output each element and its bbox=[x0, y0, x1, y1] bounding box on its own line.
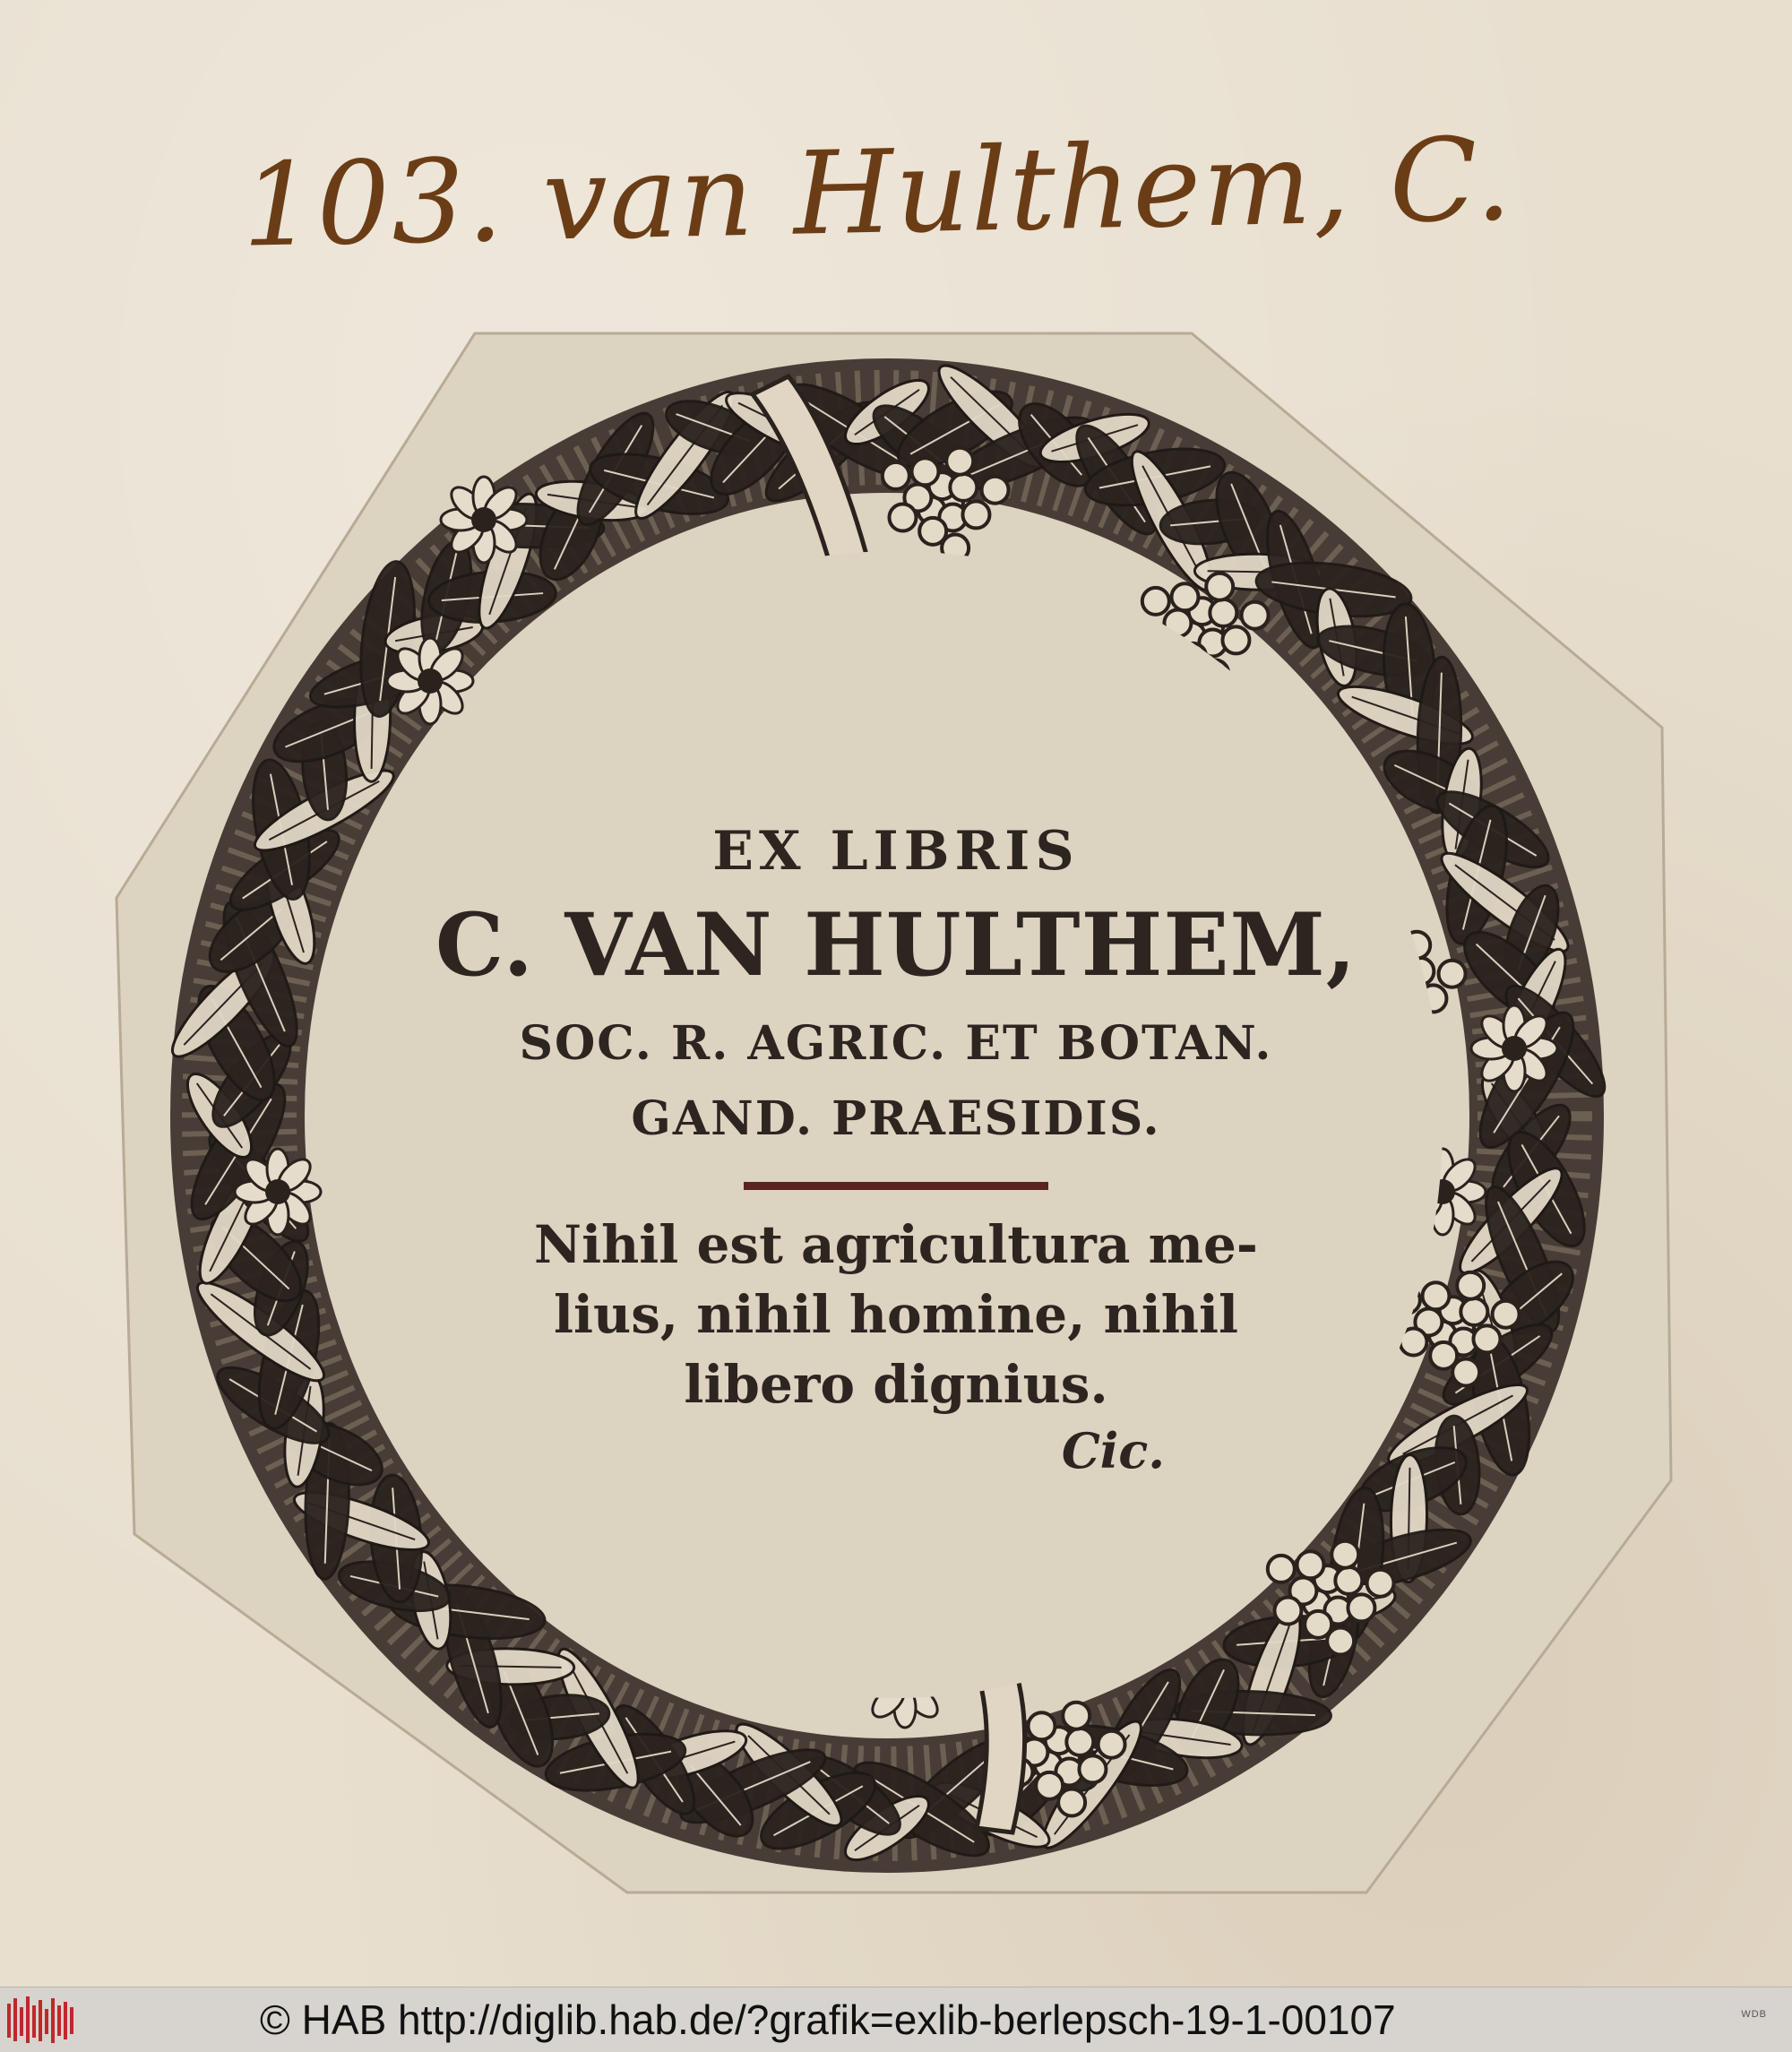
copyright-footer bbox=[0, 1987, 1792, 2052]
motto-line-3: libero dignius. bbox=[684, 1354, 1108, 1415]
ex-libris-heading: EX LIBRIS bbox=[712, 820, 1080, 883]
handwritten-catalog-note: 103. van Hulthem, C. bbox=[240, 113, 1515, 273]
motto-line-2: lius, nihil homine, nihil bbox=[553, 1284, 1239, 1345]
hab-logo-icon bbox=[5, 1993, 77, 2047]
motto-attribution: Cic. bbox=[1061, 1422, 1165, 1479]
bookplate-text bbox=[421, 811, 1371, 1482]
copyright-text: © HAB http://diglib.hab.de/?grafik=exlib-berlepsch-19-1-00107 bbox=[260, 1996, 1396, 2043]
title-line: GAND. PRAESIDIS. bbox=[631, 1091, 1161, 1146]
society-line: SOC. R. AGRIC. ET BOTAN. bbox=[519, 1016, 1273, 1071]
motto-line-1: Nihil est agricultura me- bbox=[534, 1214, 1258, 1275]
watermark-label: WDB bbox=[1741, 2009, 1767, 2020]
divider-rule bbox=[744, 1182, 1048, 1190]
owner-name: C. VAN HULTHEM, bbox=[435, 894, 1357, 996]
